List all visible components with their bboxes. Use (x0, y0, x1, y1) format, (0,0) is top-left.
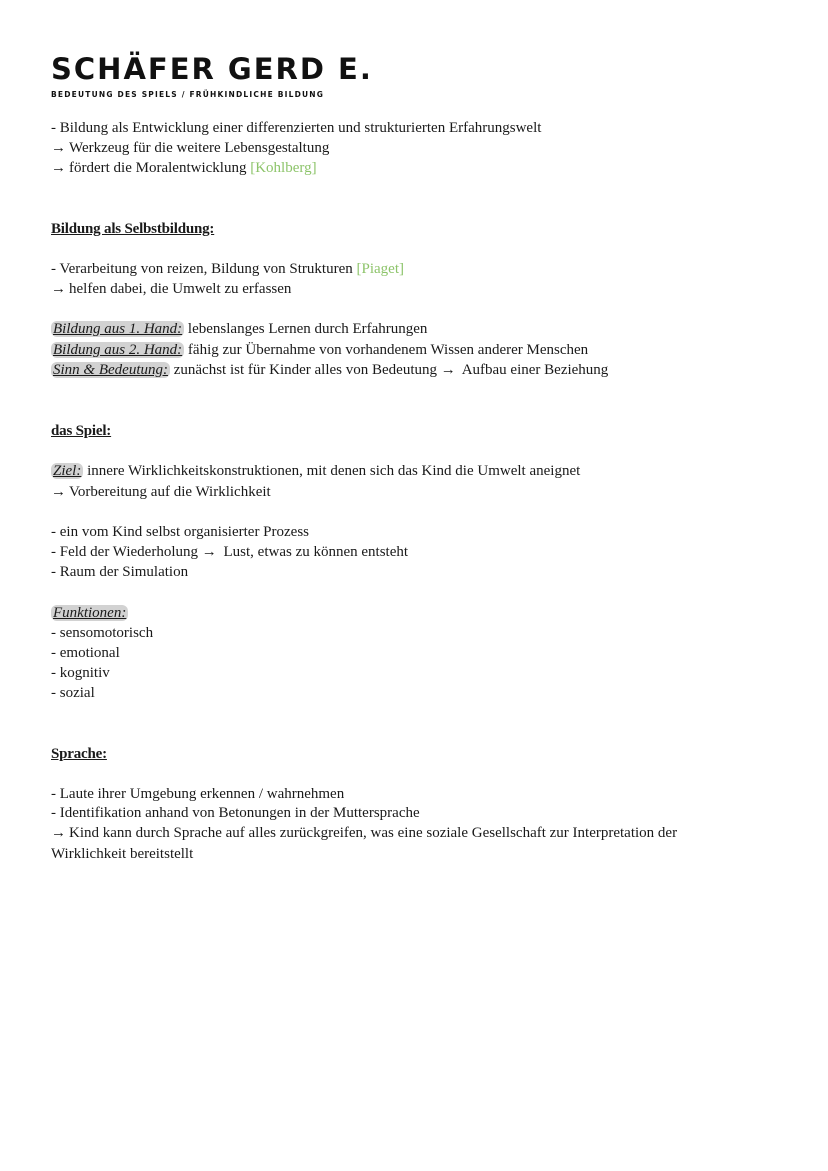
funktion-item: - kognitiv (51, 665, 110, 681)
selbstbildung-line-2: → helfen dabei, die Umwelt zu erfassen (51, 281, 292, 297)
funktion-item: - sozial (51, 685, 95, 701)
reference-kohlberg: [Kohlberg] (250, 160, 317, 176)
arrow-icon: → (51, 484, 66, 500)
sprache-line-3: → Kind kann durch Sprache auf alles zurückgreifen, was eine soziale Gesellschaft zur Interpretation der (51, 825, 678, 841)
intro-line-2: → Werkzeug für die weitere Lebensgestaltung (51, 140, 330, 156)
sprache-line-1: - Laute ihrer Umgebung erkennen / wahrnehmen (51, 786, 345, 802)
funktionen-label-line (51, 603, 128, 623)
spiel-ziel-line-2: → Vorbereitung auf die Wirklichkeit (51, 484, 271, 500)
spiel-ziel-line: Ziel: innere Wirklichkeitskonstruktionen, mit denen sich das Kind die Umwelt aneignet (53, 463, 581, 479)
highlighted-term: Sinn & Bedeutung: (53, 362, 168, 378)
highlighted-term: Bildung aus 2. Hand: (53, 342, 183, 358)
spiel-item-1: - ein vom Kind selbst organisierter Prozess (51, 524, 310, 540)
sprache-line-4: Wirklichkeit bereitstellt (51, 846, 194, 862)
heading-spiel: das Spiel: (51, 423, 112, 439)
highlighted-term: Ziel: (53, 463, 82, 479)
arrow-icon: → (51, 160, 66, 176)
page-title: SCHÄFER GERD E. (51, 52, 373, 86)
funktion-item: - emotional (51, 645, 120, 661)
intro-line-1: - Bildung als Entwicklung einer differenzierten und strukturierten Erfahrungswelt (51, 120, 542, 136)
arrow-icon: → (51, 140, 66, 156)
highlighted-term: Bildung aus 1. Hand: (53, 321, 183, 337)
spiel-item-3: - Raum der Simulation (51, 564, 189, 580)
arrow-icon: → (440, 362, 456, 378)
sprache-line-2: - Identifikation anhand von Betonungen in der Muttersprache (51, 805, 420, 821)
arrow-icon: → (51, 825, 66, 841)
term-line-1: Bildung aus 1. Hand: lebenslanges Lernen durch Erfahrungen (53, 321, 428, 337)
intro-line-3: → fördert die Moralentwicklung [Kohlberg] (51, 160, 317, 176)
arrow-icon: → (201, 544, 217, 560)
term-line-3: Sinn & Bedeutung: zunächst ist für Kinder alles von Bedeutung → Aufbau einer Beziehung (53, 362, 609, 378)
term-line-2: Bildung aus 2. Hand: fähig zur Übernahme von vorhandenem Wissen anderer Menschen (53, 342, 589, 358)
funktion-item: - sensomotorisch (51, 625, 154, 641)
arrow-icon: → (51, 281, 66, 297)
spiel-item-2: - Feld der Wiederholung → Lust, etwas zu können entsteht (51, 544, 409, 560)
reference-piaget: [Piaget] (356, 261, 404, 277)
highlighted-term: Funktionen: (53, 605, 127, 621)
heading-selbstbildung: Bildung als Selbstbildung: (51, 221, 215, 237)
selbstbildung-line-1: - Verarbeitung von reizen, Bildung von Strukturen [Piaget] (51, 261, 404, 277)
page-subtitle: BEDEUTUNG DES SPIELS / FRÜHKINDLICHE BILDUNG (51, 90, 325, 99)
heading-sprache: Sprache: (51, 746, 107, 762)
